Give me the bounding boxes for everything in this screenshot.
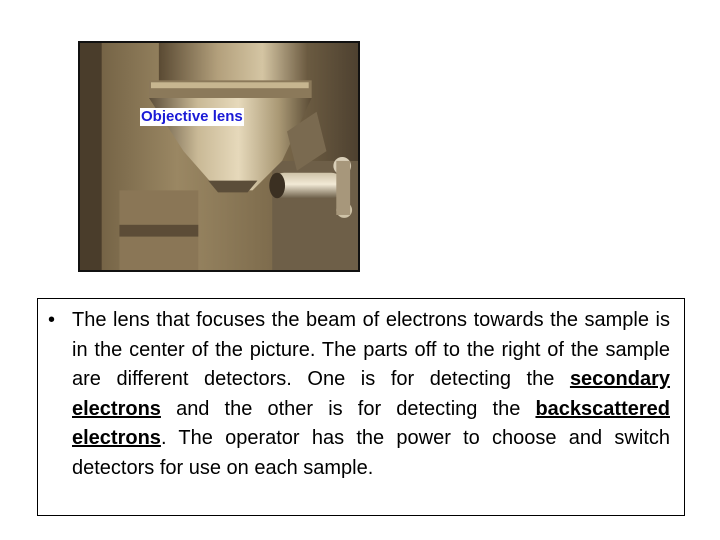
- objective-lens-label: Objective lens: [141, 108, 243, 125]
- bullet-marker: •: [48, 309, 56, 331]
- text-segment: and the other is for detecting the: [160, 397, 536, 420]
- text-segment: The lens that focuses the beam of electrons towards the sample is in the center of the picture. The parts off to the right of the sample are different detectors. One is for detecting the: [72, 309, 670, 390]
- secondary-electrons-term: secondary electrons: [72, 368, 670, 420]
- description-paragraph: [72, 306, 670, 483]
- bullet-item: [48, 306, 670, 483]
- sem-chamber-image: [80, 43, 358, 270]
- description-text-box: [37, 298, 685, 516]
- text-segment: . The operator has the power to choose and switch detectors for use on each sample.: [72, 427, 670, 479]
- sem-chamber-photo: [78, 41, 360, 272]
- backscattered-electrons-term: backscattered electrons: [72, 397, 670, 449]
